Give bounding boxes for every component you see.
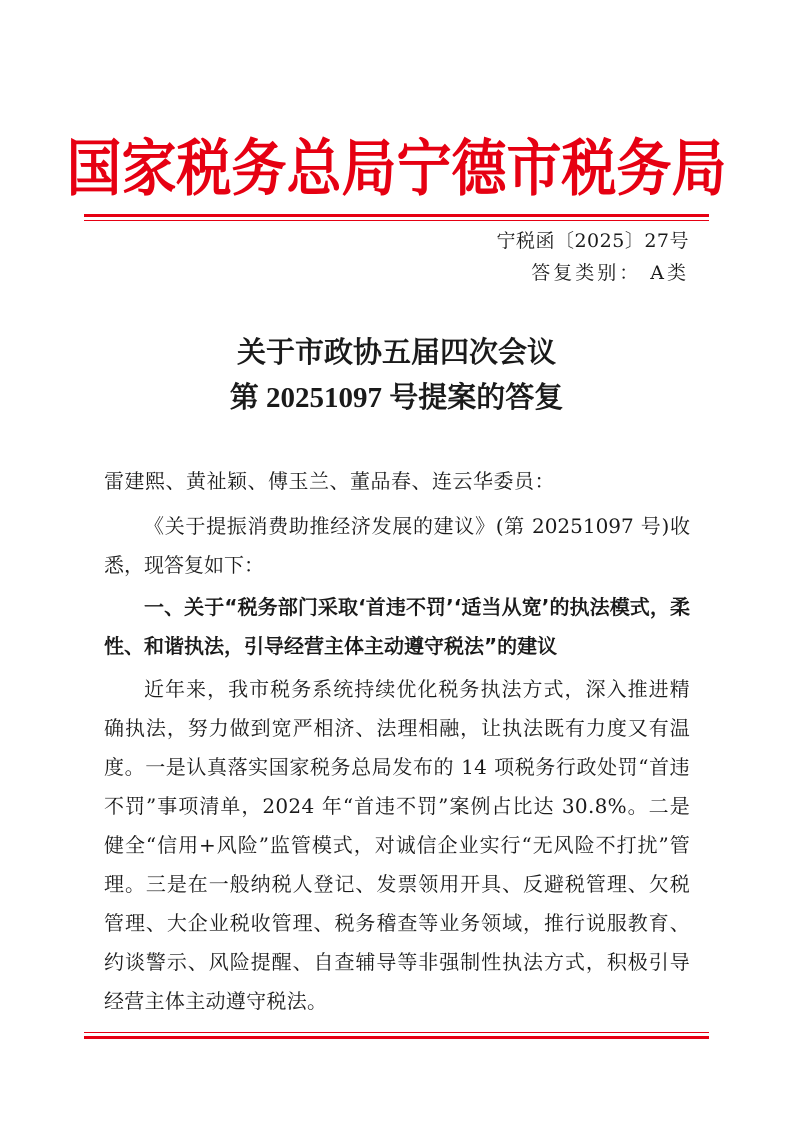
reply-category: 答复类别： A类 — [531, 262, 689, 284]
section1-paragraph: 近年来，我市税务系统持续优化税务执法方式，深入推进精确执法，努力做到宽严相济、法理相融，让执法既有力度又有温度。一是认真落实国家税务总局发布的 14 项税务行政处罚“首违不罚”事项清单，2024 年“首违不罚”案例占比达 30.8%。二是健全“信用+风险”监管模式，对诚信企业实行“无风险不打扰”管理。三是在一般纳税人登记、发票领用开具、反避税管理、欠税管理、大企业税收管理、税务稽查等业务领域，推行说服教育、约谈警示、风险提醒、自查辅导等非强制性执法方式，积极引导经营主体主动遵守税法。 — [104, 677, 690, 1013]
section1-heading: 一、关于“税务部门采取‘首违不罚’‘适当从宽’的执法模式，柔性、和谐执法，引导经营主体主动遵守税法”的建议 — [104, 595, 690, 658]
document-number: 宁税函〔2025〕27号 — [496, 230, 689, 252]
footer-divider — [84, 1032, 709, 1039]
masthead-divider — [84, 214, 709, 221]
document-title-line1: 关于市政协五届四次会议 — [236, 337, 556, 369]
salutation: 雷建熙、黄祉颖、傅玉兰、董品春、连云华委员： — [104, 469, 555, 493]
masthead-org-name: 国家税务总局宁德市税务局 — [66, 131, 727, 204]
document-title-line2: 第 20251097 号提案的答复 — [229, 382, 564, 414]
intro-paragraph: 《关于提振消费助推经济发展的建议》(第 20251097 号)收悉，现答复如下： — [104, 514, 690, 577]
